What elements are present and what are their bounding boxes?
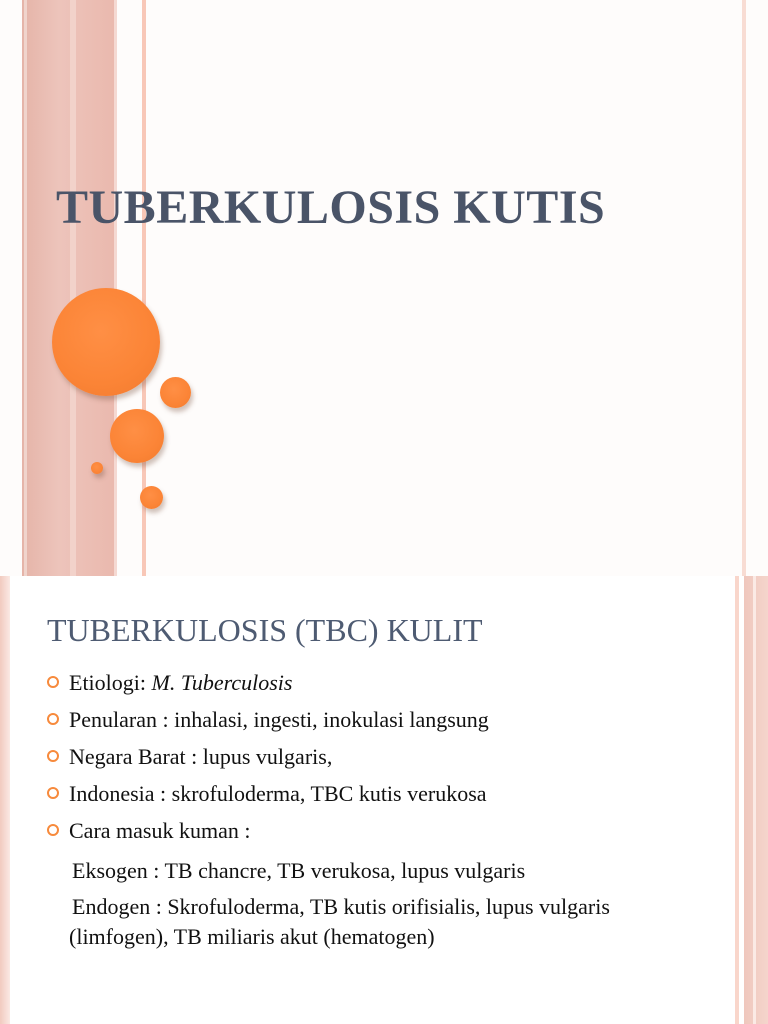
bullet-emphasis: M. Tuberculosis [151,670,293,695]
decor-stripe [24,0,27,576]
decor-stripe [0,576,10,1024]
slide-title: TUBERKULOSIS KUTIS [56,181,606,234]
sub-item [46,856,726,886]
decor-circle-small [160,377,191,408]
list-item [46,707,726,733]
bullet-label: Etiologi: [69,670,146,695]
decor-circle-medium [110,409,164,463]
list-item [46,781,726,807]
sub-item [46,892,726,952]
circle-outline-bullet-icon [47,676,59,688]
decor-circle-tiny [91,462,103,474]
bullet-text: Indonesia : skrofuloderma, TBC kutis verukosa [69,781,487,806]
slide-content [46,670,726,958]
decor-stripe [744,576,768,1024]
decor-stripe [735,576,739,1024]
decor-circle-small [140,486,163,509]
decor-stripe [70,0,76,576]
circle-outline-bullet-icon [47,824,59,836]
list-item [46,818,726,844]
list-item [46,670,726,696]
content-slide [0,576,768,1024]
list-item [46,744,726,770]
circle-outline-bullet-icon [47,750,59,762]
decor-circle-large [52,288,160,396]
decor-stripe [753,576,756,1024]
bullet-list [46,670,726,844]
sub-item-text: Eksogen : TB chancre, TB verukosa, lupus vulgaris [72,858,526,883]
sub-item-text: Endogen : Skrofuloderma, TB kutis orifisialis, lupus vulgaris [72,894,610,919]
bullet-text: Penularan : inhalasi, ingesti, inokulasi langsung [69,707,489,732]
sub-item-text: (limfogen), TB miliaris akut (hematogen) [69,924,435,949]
circle-outline-bullet-icon [47,713,59,725]
slide-title: TUBERKULOSIS (TBC) KULIT [47,612,483,648]
bullet-text: Cara masuk kuman : [69,818,251,843]
circle-outline-bullet-icon [47,787,59,799]
decor-stripe [742,0,746,576]
bullet-text: Negara Barat : lupus vulgaris, [69,744,333,769]
